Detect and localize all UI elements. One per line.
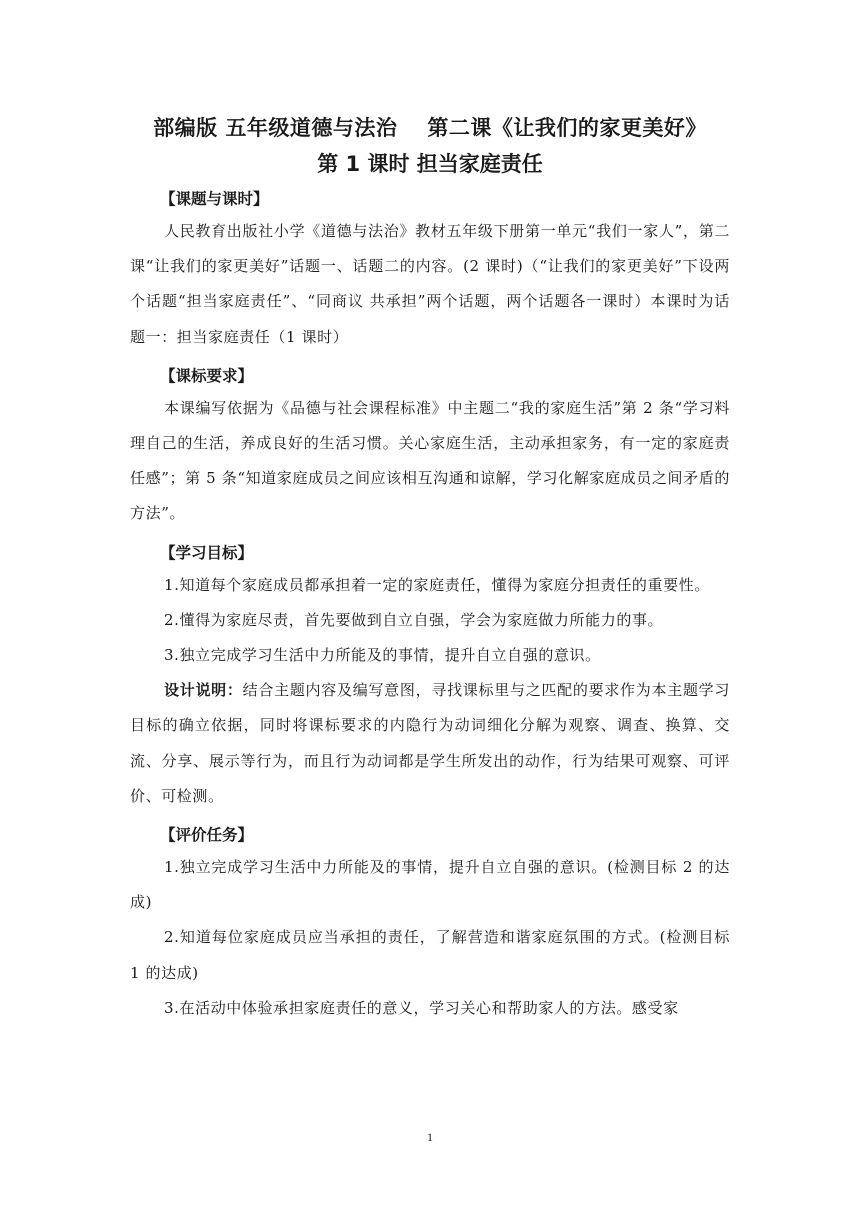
document-title-line2: 第 1 课时 担当家庭责任 <box>317 152 543 176</box>
design-note-text: 结合主题内容及编写意图，寻找课标里与之匹配的要求作为本主题学习目标的确立依据，同时将课标要求的内隐行为动词细化分解为观察、调查、换算、交流、分享、展示等行为，而且行为动词都是学生所发出的动作，行为结果可观察、可评价、可检测。 <box>130 681 730 805</box>
section-heading-kebiao: 【课标要求】 <box>160 366 254 385</box>
keti-paragraph: 人民教育出版社小学《道德与法治》教材五年级下册第一单元“我们一家人”，第二课“让我们的家更美好”话题一、话题二的内容。(2 课时)（“让我们的家更美好”下设两个话题“担当家庭责任”、“同商议 共承担”两个话题，两个话题各一课时）本课时为话题一：担当家庭责任（1 课时） <box>130 222 730 346</box>
goal-item: 2.懂得为家庭尽责，首先要做到自立自强，学会为家庭做力所能力的事。 <box>164 610 664 629</box>
eval-item: 2.知道每位家庭成员应当承担的责任，了解营造和谐家庭氛围的方式。(检测目标 1 的达成) <box>130 928 730 982</box>
document-body <box>130 184 730 1026</box>
document-title-line1 <box>0 112 860 142</box>
section-heading-pingjia: 【评价任务】 <box>160 826 254 845</box>
section-heading-keti: 【课题与课时】 <box>160 190 269 208</box>
eval-item: 1.独立完成学习生活中力所能及的事情，提升自立自强的意识。(检测目标 2 的达成) <box>130 858 730 912</box>
eval-item: 3.在活动中体验承担家庭责任的意义，学习关心和帮助家人的方法。感受家 <box>164 998 679 1017</box>
design-note <box>130 673 730 814</box>
section-heading-mubiao: 【学习目标】 <box>160 543 254 562</box>
title-series: 部编版 五年级道德与法治 <box>153 116 398 140</box>
page-number: 1 <box>427 1130 433 1144</box>
goal-item: 3.独立完成学习生活中力所能及的事情，提升自立自强的意识。 <box>164 646 601 665</box>
title-lesson: 第二课《让我们的家更美好》 <box>427 116 707 140</box>
kebiao-paragraph: 本课编写依据为《品德与社会课程标准》中主题二“我的家庭生活”第 2 条“学习料理自己的生活，养成良好的生活习惯。关心家庭生活，主动承担家务，有一定的家庭责任感”；第 5 条“知道家庭成员之间应该相互沟通和谅解，学习化解家庭成员之间矛盾的方法”。 <box>130 398 730 523</box>
goal-item: 1.知道每个家庭成员都承担着一定的家庭责任，懂得为家庭分担责任的重要性。 <box>164 575 710 594</box>
design-note-label: 设计说明： <box>164 681 243 700</box>
